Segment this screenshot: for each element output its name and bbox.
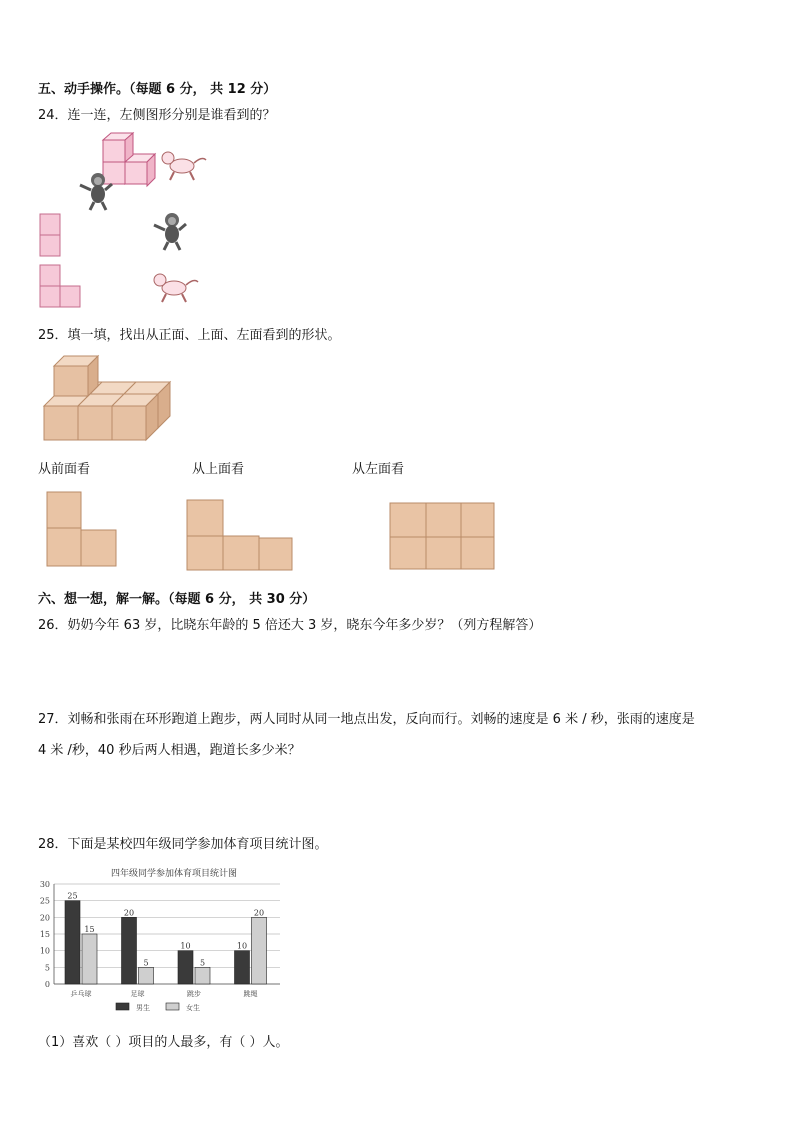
y-tick-label: 15 (39, 930, 50, 939)
x-tick-label: 足球 (130, 990, 145, 998)
question-24: 24．连一连，左侧图形分别是谁看到的？ (38, 108, 276, 123)
pink-cube-structure (103, 133, 155, 186)
section-5-title: 五、动手操作。（每题 6 分， 共 12 分） (38, 82, 277, 97)
question-26: 26．奶奶今年 63 岁，比晓东年龄的 5 倍还大 3 岁，晓东今年多少岁？（列方程解答） (38, 618, 542, 633)
data-label: 20 (123, 908, 135, 918)
data-label: 10 (236, 941, 248, 951)
data-label: 15 (84, 925, 95, 934)
bar (122, 917, 137, 984)
y-tick-label: 25 (39, 896, 50, 906)
front-view-shape (46, 490, 121, 570)
data-label: 5 (143, 958, 149, 968)
legend-swatch (166, 1003, 179, 1010)
q25-cube-figure (40, 352, 180, 447)
legend-swatch (116, 1003, 129, 1010)
label-front-view: 从前面看 (38, 462, 91, 477)
label-top-view: 从上面看 (192, 462, 245, 477)
bar (139, 967, 154, 984)
x-tick-label: 跳步 (187, 990, 201, 998)
data-label: 20 (253, 908, 265, 918)
y-tick-label: 30 (39, 880, 50, 889)
shape-l-pink (40, 265, 80, 307)
question-27-line1: 27．刘畅和张雨在环形跑道上跑步，两人同时从同一地点出发，反向而行。刘畅的速度是 6 米 / 秒，张雨的速度是 (38, 712, 695, 727)
y-tick-label: 10 (39, 946, 50, 956)
bar (195, 967, 210, 984)
x-tick-label: 乒乓球 (70, 990, 92, 998)
dog-icon (162, 152, 206, 180)
legend-label: 男生 (136, 1004, 150, 1012)
data-label: 25 (67, 891, 78, 901)
bar (65, 901, 80, 984)
y-tick-label: 0 (44, 980, 50, 989)
bar (178, 951, 193, 984)
data-label: 10 (180, 941, 191, 951)
question-28: 28．下面是某校四年级同学参加体育项目统计图。 (38, 837, 328, 852)
sports-bar-chart (34, 860, 284, 1018)
question-27-line2: 4 米 /秒，40 秒后两人相遇，跑道长多少米？ (38, 743, 301, 758)
data-label: 5 (199, 958, 206, 968)
question-28-sub1: （1）喜欢（ ）项目的人最多，有（ ）人。 (38, 1035, 289, 1050)
bar (82, 934, 97, 984)
dog-icon (154, 274, 198, 302)
bar (235, 951, 250, 984)
monkey-icon (154, 213, 186, 250)
x-tick-label: 跳绳 (243, 990, 258, 998)
chart-title: 四年级同学参加体育项目统计图 (110, 869, 238, 879)
legend-label: 女生 (186, 1004, 200, 1012)
q24-figure (38, 130, 218, 310)
section-6-title: 六、想一想，解一解。（每题 6 分， 共 30 分） (38, 592, 316, 607)
y-tick-label: 20 (39, 913, 50, 923)
label-left-view: 从左面看 (352, 462, 405, 477)
y-tick-label: 5 (44, 963, 50, 973)
shape-two-vertical (40, 214, 60, 256)
bar (252, 917, 267, 984)
left-view-shape (389, 502, 497, 572)
top-view-shape (186, 498, 296, 574)
question-25: 25．填一填，找出从正面、上面、左面看到的形状。 (38, 328, 341, 343)
